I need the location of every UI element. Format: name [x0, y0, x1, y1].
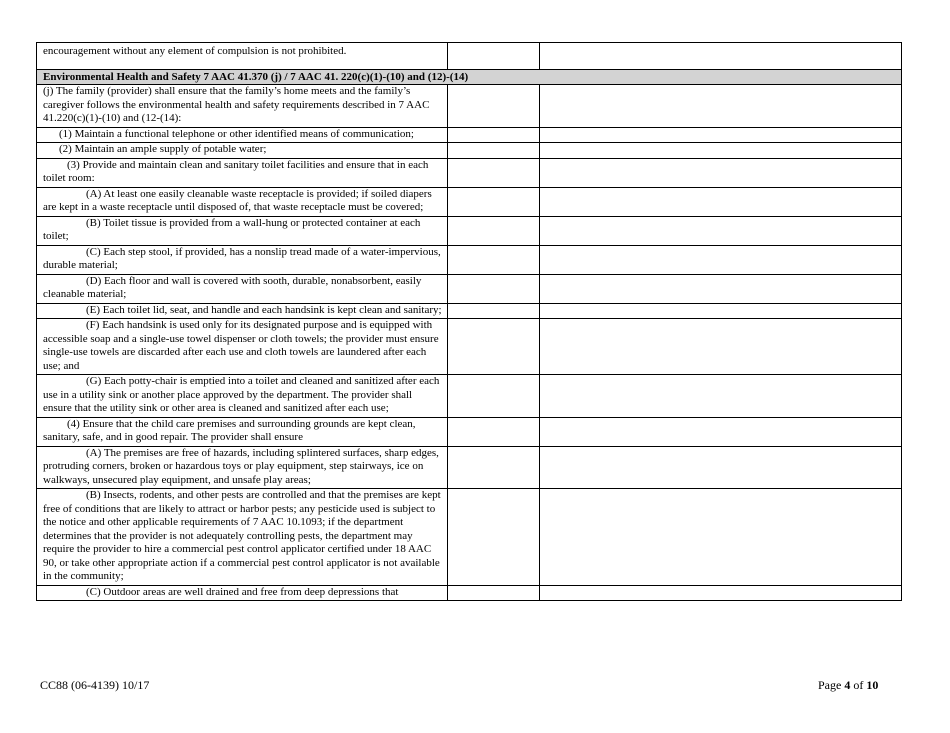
- comments-cell[interactable]: [540, 43, 902, 70]
- page-total: 10: [866, 678, 879, 692]
- comments-cell[interactable]: [540, 274, 902, 303]
- compliance-cell[interactable]: [448, 187, 540, 216]
- compliance-cell[interactable]: [448, 319, 540, 375]
- table-row: [37, 375, 902, 418]
- comments-cell[interactable]: [540, 417, 902, 446]
- compliance-cell[interactable]: [448, 216, 540, 245]
- compliance-cell[interactable]: [448, 489, 540, 586]
- comments-cell[interactable]: [540, 319, 902, 375]
- requirement-text: encouragement without any element of compulsion is not prohibited.: [37, 43, 448, 70]
- comments-cell[interactable]: [540, 375, 902, 418]
- compliance-cell[interactable]: [448, 446, 540, 489]
- requirement-text: (A) At least one easily cleanable waste receptacle is provided; if soiled diapers are kept in a waste receptacle until disposed of, that waste receptacle must be covered;: [37, 187, 448, 216]
- table-row: [37, 127, 902, 143]
- section-header-row: [37, 69, 902, 85]
- comments-cell[interactable]: [540, 303, 902, 319]
- page-current: 4: [844, 678, 851, 692]
- requirements-table: [36, 42, 902, 601]
- comments-cell[interactable]: [540, 585, 902, 601]
- table-row: [37, 43, 902, 70]
- comments-cell[interactable]: [540, 216, 902, 245]
- comments-cell[interactable]: [540, 187, 902, 216]
- compliance-cell[interactable]: [448, 303, 540, 319]
- comments-cell[interactable]: [540, 245, 902, 274]
- comments-cell[interactable]: [540, 489, 902, 586]
- table-row: [37, 303, 902, 319]
- compliance-cell[interactable]: [448, 143, 540, 159]
- table-row: [37, 585, 902, 601]
- compliance-cell[interactable]: [448, 417, 540, 446]
- requirement-text: (E) Each toilet lid, seat, and handle and each handsink is kept clean and sanitary;: [37, 303, 448, 319]
- compliance-cell[interactable]: [448, 274, 540, 303]
- page-number: [818, 678, 878, 693]
- requirement-text: (B) Toilet tissue is provided from a wall-hung or protected container at each toilet;: [37, 216, 448, 245]
- compliance-cell[interactable]: [448, 158, 540, 187]
- requirement-text: (j) The family (provider) shall ensure that the family’s home meets and the family’s caregiver follows the environmental health and safety requirements described in 7 AAC 41.220(c)(1)-(10) and (12-(14):: [37, 85, 448, 128]
- comments-cell[interactable]: [540, 127, 902, 143]
- compliance-cell[interactable]: [448, 245, 540, 274]
- table-row: [37, 319, 902, 375]
- requirement-text: (G) Each potty-chair is emptied into a toilet and cleaned and sanitized after each use in a utility sink or another place approved by the department. The provider shall ensure that the utility sink or other area is cleaned and sanitized after each use;: [37, 375, 448, 418]
- table-row: [37, 489, 902, 586]
- compliance-cell[interactable]: [448, 85, 540, 128]
- requirement-text: (A) The premises are free of hazards, including splintered surfaces, sharp edges, protruding corners, broken or hazardous toys or play equipment, step stairways, ice on walkways, unsecured play equipment, and unsafe play areas;: [37, 446, 448, 489]
- requirement-text: (F) Each handsink is used only for its designated purpose and is equipped with accessible soap and a single-use towel dispenser or cloth towels; the provider must ensure single-use towels are discarded after each use and cloth towels are laundered after each use; and: [37, 319, 448, 375]
- table-row: [37, 187, 902, 216]
- table-row: [37, 274, 902, 303]
- comments-cell[interactable]: [540, 158, 902, 187]
- table-row: [37, 143, 902, 159]
- page-word: Page: [818, 678, 842, 692]
- compliance-cell[interactable]: [448, 375, 540, 418]
- requirement-text: (C) Each step stool, if provided, has a nonslip tread made of a water-impervious, durable material;: [37, 245, 448, 274]
- comments-cell[interactable]: [540, 85, 902, 128]
- table-row: [37, 446, 902, 489]
- compliance-cell[interactable]: [448, 127, 540, 143]
- table-row: [37, 245, 902, 274]
- requirement-text: (C) Outdoor areas are well drained and free from deep depressions that: [37, 585, 448, 601]
- page-of: of: [853, 678, 864, 692]
- requirement-text: (D) Each floor and wall is covered with sooth, durable, nonabsorbent, easily cleanable material;: [37, 274, 448, 303]
- table-row: [37, 417, 902, 446]
- requirement-text: (3) Provide and maintain clean and sanitary toilet facilities and ensure that in each toilet room:: [37, 158, 448, 187]
- form-id: CC88 (06-4139) 10/17: [40, 678, 150, 692]
- table-row: [37, 158, 902, 187]
- requirement-text: (1) Maintain a functional telephone or other identified means of communication;: [37, 127, 448, 143]
- section-header: Environmental Health and Safety 7 AAC 41.370 (j) / 7 AAC 41. 220(c)(1)-(10) and (12)-(14): [37, 69, 902, 85]
- requirement-text: (4) Ensure that the child care premises and surrounding grounds are kept clean, sanitary, safe, and in good repair. The provider shall ensure: [37, 417, 448, 446]
- table-row: [37, 85, 902, 128]
- compliance-cell[interactable]: [448, 43, 540, 70]
- requirement-text: (2) Maintain an ample supply of potable water;: [37, 143, 448, 159]
- table-row: [37, 216, 902, 245]
- comments-cell[interactable]: [540, 143, 902, 159]
- requirement-text: (B) Insects, rodents, and other pests are controlled and that the premises are kept free of conditions that are likely to attract or harbor pests; any pesticide used is subject to the notice and other applicable requirements of 7 AAC 10.1093; if the department determines that the provider is not adequately controlling pests, the department may require the provider to hire a commercial pest control applicator certified under 18 AAC 90, or take other appropriate action if a commercial pest control applicator is not available in the community;: [37, 489, 448, 586]
- compliance-cell[interactable]: [448, 585, 540, 601]
- comments-cell[interactable]: [540, 446, 902, 489]
